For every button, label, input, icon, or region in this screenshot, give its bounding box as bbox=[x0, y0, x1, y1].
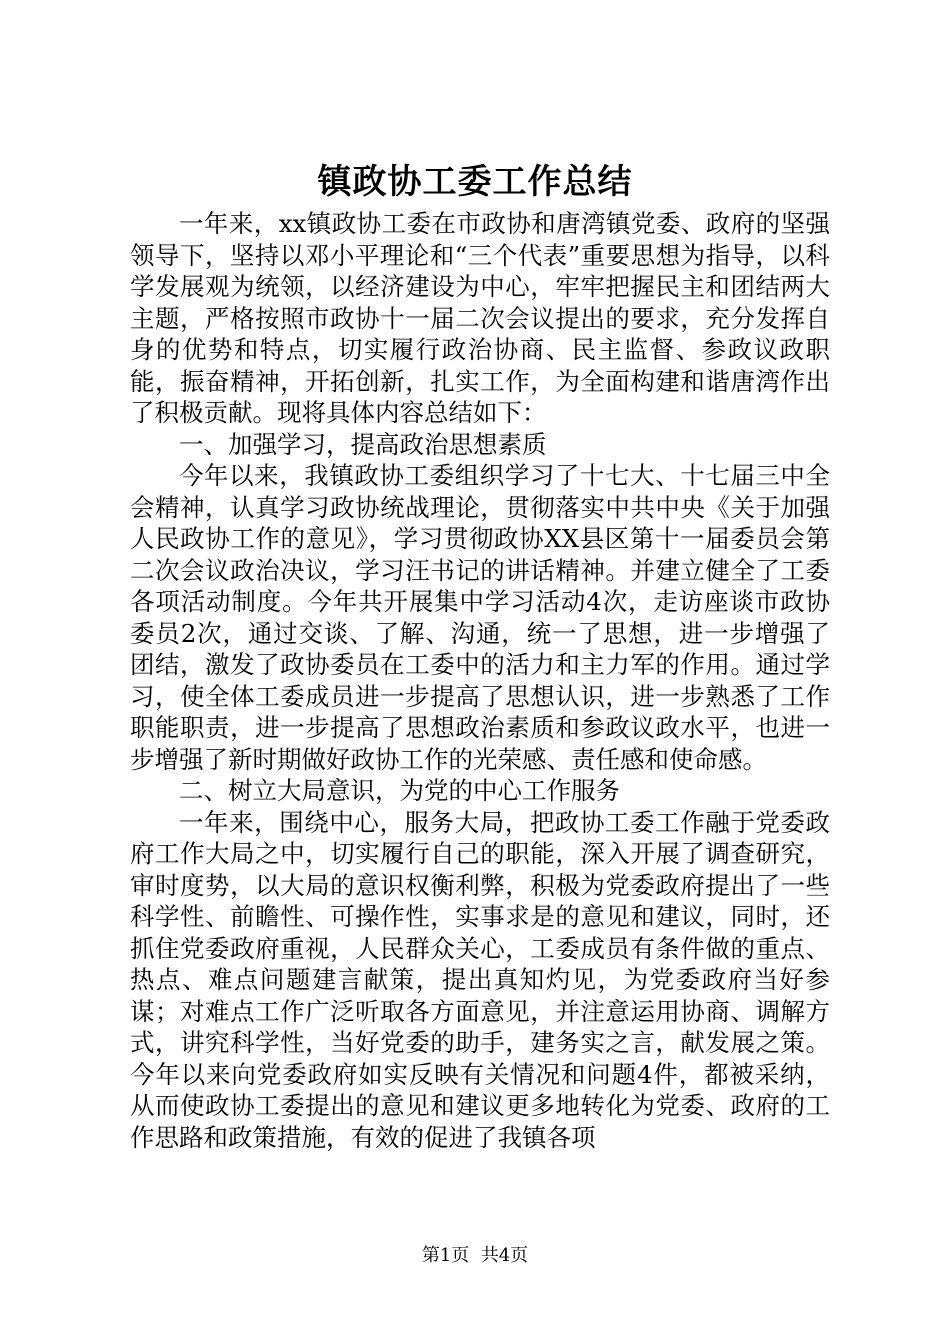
paragraph-intro: 一年来，xx镇政协工委在市政协和唐湾镇党委、政府的坚强领导下，坚持以邓小平理论和“三个代表”重要思想为指导，以科学发展观为统领，以经济建设为中心，牢牢把握民主和团结两大主题，严格按照市政协十一届二次会议提出的要求，充分发挥自身的优势和特点，切实履行政治协商、民主监督、参政议政职能，振奋精神，开拓创新，扎实工作，为全面构建和谐唐湾作出了积极贡献。现将具体内容总结如下： bbox=[130, 209, 830, 427]
paragraph-section-1: 今年以来，我镇政协工委组织学习了十七大、十七届三中全会精神，认真学习政协统战理论，贯彻落实中共中央《关于加强人民政协工作的意见》，学习贯彻政协XX县区第十一届委员会第二次会议政治决议，学习汪书记的讲话精神。并建立健全了工委各项活动制度。今年共开展集中学习活动4次，走访座谈市政协委员2次，通过交谈、了解、沟通，统一了思想，进一步增强了团结，激发了政协委员在工委中的活力和主力军的作用。通过学习，使全体工委成员进一步提高了思想认识，进一步熟悉了工作职能职责，进一步提高了思想政治素质和参政议政水平，也进一步增强了新时期做好政协工作的光荣感、责任感和使命感。 bbox=[130, 461, 830, 774]
paragraph-section-2: 一年来，围绕中心，服务大局，把政协工委工作融于党委政府工作大局之中，切实履行自己的职能，深入开展了调查研究，审时度势，以大局的意识权衡利弊，积极为党委政府提出了一些科学性、前瞻性、可操作性，实事求是的意见和建议，同时，还抓住党委政府重视，人民群众关心，工委成员有条件做的重点、热点、难点问题建言献策，提出真知灼见，为党委政府当好参谋；对难点工作广泛听取各方面意见，并注意运用协商、调解方式，讲究科学性，当好党委的助手，建务实之言，献发展之策。今年以来向党委政府如实反映有关情况和问题4件，都被采纳，从而使政协工委提出的意见和建议更多地转化为党委、政府的工作思路和政策措施，有效的促进了我镇各项 bbox=[130, 807, 830, 1152]
page-total: 共4页 bbox=[480, 1245, 529, 1266]
document-title: 镇政协工委工作总结 bbox=[317, 162, 633, 202]
document-body bbox=[130, 208, 830, 1153]
section-heading-2: 二、树立大局意识，为党的中心工作服务 bbox=[179, 776, 620, 805]
page-footer bbox=[0, 1243, 950, 1269]
page-number: 第1页 bbox=[421, 1245, 470, 1266]
section-heading-1: 一、加强学习，提高政治思想素质 bbox=[179, 429, 547, 459]
